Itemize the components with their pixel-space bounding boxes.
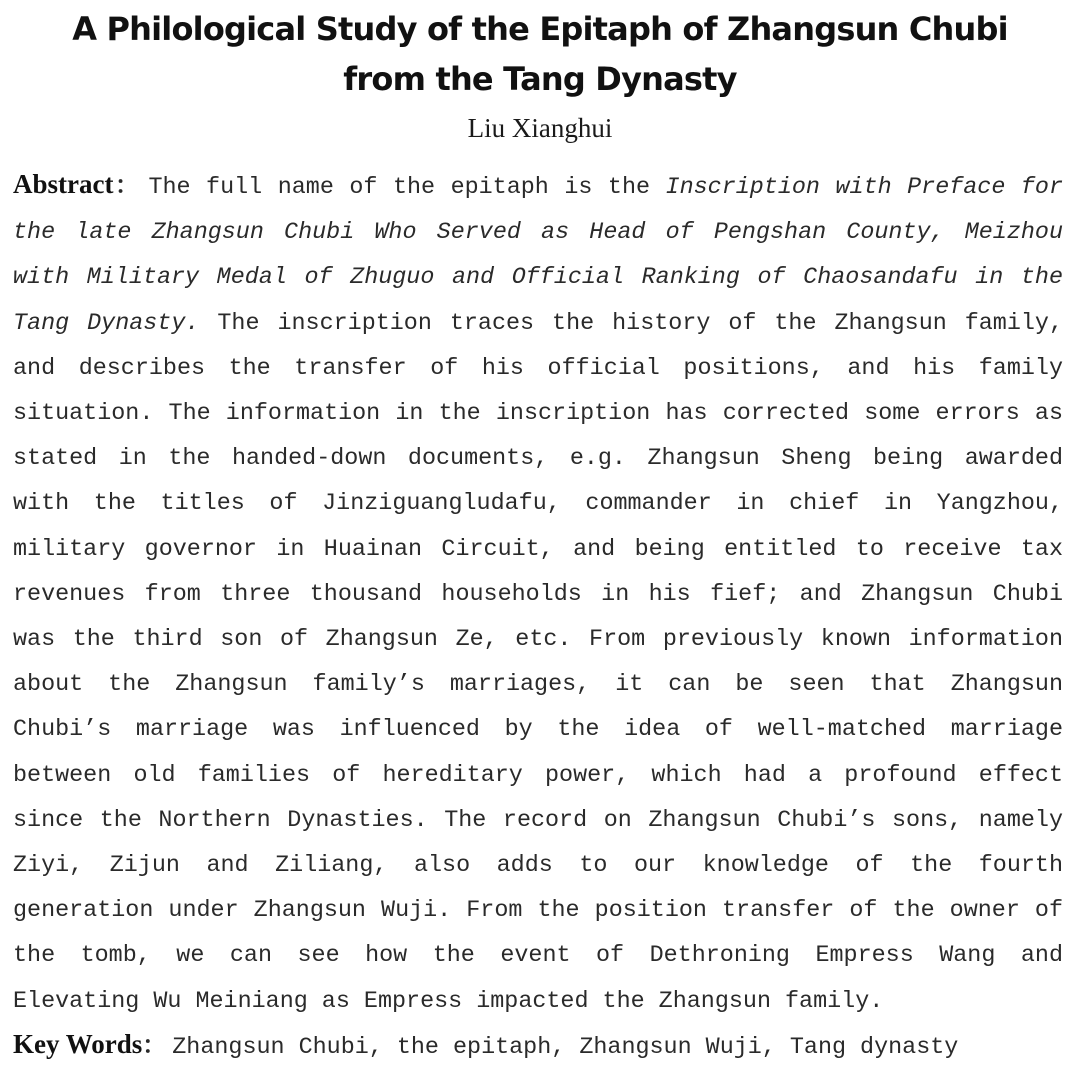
abstract-label: Abstract [13, 169, 114, 199]
keywords-text: Zhangsun Chubi, the epitaph, Zhangsun Wuji, Tang dynasty [172, 1035, 959, 1061]
abstract-body-text: The inscription traces the history of the Zhangsun family, and describes the transfer of his official positions, and his family situation. The information in the inscription has corrected some errors as stated in the handed-down documents, e.g. Zhangsun Sheng being awarded with the titles of Jinziguangludafu, commander in chief in Yangzhou, military governor in Huainan Circuit, and being entitled to receive tax revenues from three thousand households in his fief; and Zhangsun Chubi was the third son of Zhangsun Ze, etc. From previously known information about the Zhangsun family’s marriages, it can be seen that Zhangsun Chubi’s marriage was influenced by the idea of well-matched marriage between old families of hereditary power, which had a profound effect since the Northern Dynasties. The record on Zhangsun Chubi’s sons, namely Ziyi, Zijun and Ziliang, also adds to our knowledge of the fourth generation under Zhangsun Wuji. From the position transfer of the owner of the tomb, we can see how the event of Dethroning Empress Wang and Elevating Wu Meiniang as Empress impacted the Zhangsun family. [13, 310, 1063, 1015]
abstract-intro-text: The full name of the epitaph is the [148, 175, 666, 201]
paper-title-line-2: from the Tang Dynasty [343, 60, 737, 98]
abstract-paragraph [13, 162, 1063, 1025]
keywords-label: Key Words [13, 1029, 143, 1059]
epitaph-full-title: Inscription with Preface for the late Zhangsun Chubi Who Served as Head of Pengshan County, Meizhou with Military Medal of Zhuguo and Official Ranking of Chaosandafu in the Tang Dynasty. [13, 175, 1063, 337]
author-name: Liu Xianghui [467, 113, 613, 143]
keywords-separator: ： [142, 1033, 167, 1059]
abstract-separator: ： [113, 173, 141, 199]
paper-title-line-1: A Philological Study of the Epitaph of Zhangsun Chubi [72, 10, 1008, 48]
keywords-line [13, 1022, 1063, 1071]
